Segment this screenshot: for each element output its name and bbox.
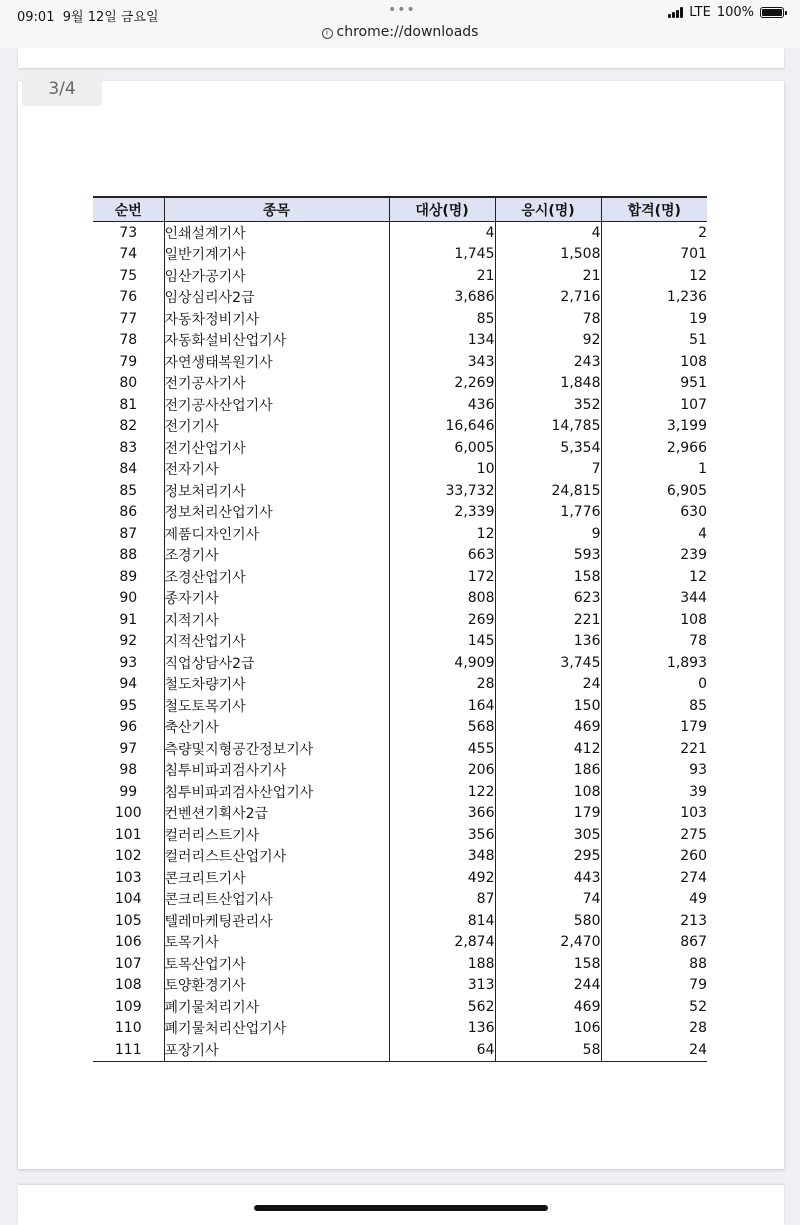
cell-target: 4 [389, 222, 495, 244]
table-row [93, 416, 707, 438]
cell-item: 전기산업기사 [164, 437, 389, 459]
cell-passed: 6,905 [601, 480, 707, 502]
signal-icon [668, 7, 683, 18]
cell-passed: 103 [601, 803, 707, 825]
cell-item: 콘크리트기사 [164, 867, 389, 889]
cell-target: 568 [389, 717, 495, 739]
cell-number: 78 [119, 332, 138, 349]
cell-target: 33,732 [389, 480, 495, 502]
table-header-row [93, 197, 707, 222]
cell-target: 28 [389, 674, 495, 696]
cell-item: 철도차량기사 [164, 674, 389, 696]
cell-target: 87 [389, 889, 495, 911]
cell-applied: 580 [495, 910, 601, 932]
cell-applied: 14,785 [495, 416, 601, 438]
cell-number: 95 [119, 697, 138, 714]
cell-item: 전자기사 [164, 459, 389, 481]
cell-number: 101 [114, 826, 142, 843]
cell-target: 172 [389, 566, 495, 588]
cell-target: 10 [389, 459, 495, 481]
table-row [93, 846, 707, 868]
cell-number: 94 [119, 676, 138, 693]
cell-applied: 179 [495, 803, 601, 825]
status-date: 9월 12일 금요일 [62, 10, 159, 25]
cell-number: 96 [119, 719, 138, 736]
cell-passed: 274 [601, 867, 707, 889]
cell-target: 12 [389, 523, 495, 545]
cell-number: 90 [119, 590, 138, 607]
cell-number: 83 [119, 439, 138, 456]
cell-item: 전기기사 [164, 416, 389, 438]
cell-applied: 150 [495, 695, 601, 717]
info-icon[interactable]: i [322, 28, 333, 39]
table-row [93, 1018, 707, 1040]
cell-applied: 352 [495, 394, 601, 416]
cell-item: 자연생태복원기사 [164, 351, 389, 373]
table-row [93, 394, 707, 416]
cell-target: 136 [389, 1018, 495, 1040]
table-row [93, 588, 707, 610]
cell-number: 73 [119, 224, 138, 241]
cell-passed: 108 [601, 609, 707, 631]
cell-target: 6,005 [389, 437, 495, 459]
table-row [93, 824, 707, 846]
cell-item: 전기공사산업기사 [164, 394, 389, 416]
cell-item: 컬러리스트기사 [164, 824, 389, 846]
cell-applied: 244 [495, 975, 601, 997]
cell-item: 토양환경기사 [164, 975, 389, 997]
table-row [93, 330, 707, 352]
cell-item: 컨벤션기획사2급 [164, 803, 389, 825]
cell-item: 조경기사 [164, 545, 389, 567]
header-passed: 합격(명) [601, 197, 707, 222]
cell-passed: 12 [601, 566, 707, 588]
cell-applied: 158 [495, 953, 601, 975]
table-row [93, 867, 707, 889]
cell-target: 814 [389, 910, 495, 932]
cell-item: 토목산업기사 [164, 953, 389, 975]
home-indicator[interactable] [254, 1205, 548, 1211]
cell-number: 108 [114, 977, 142, 994]
cell-passed: 39 [601, 781, 707, 803]
cell-applied: 623 [495, 588, 601, 610]
cell-applied: 186 [495, 760, 601, 782]
three-dots-icon[interactable]: ••• [388, 2, 416, 18]
table-row [93, 760, 707, 782]
cell-applied: 3,745 [495, 652, 601, 674]
cell-item: 폐기물처리기사 [164, 996, 389, 1018]
cell-item: 폐기물처리산업기사 [164, 1018, 389, 1040]
cell-item: 축산기사 [164, 717, 389, 739]
cell-item: 토목기사 [164, 932, 389, 954]
cell-number: 104 [114, 891, 142, 908]
cell-passed: 107 [601, 394, 707, 416]
table-row [93, 738, 707, 760]
cell-target: 21 [389, 265, 495, 287]
cell-number: 99 [119, 783, 138, 800]
cell-passed: 630 [601, 502, 707, 524]
cell-passed: 12 [601, 265, 707, 287]
table-row [93, 287, 707, 309]
cell-number: 93 [119, 654, 138, 671]
cell-applied: 108 [495, 781, 601, 803]
cell-target: 366 [389, 803, 495, 825]
cell-number: 103 [114, 869, 142, 886]
cell-passed: 179 [601, 717, 707, 739]
cell-applied: 469 [495, 996, 601, 1018]
table-row [93, 781, 707, 803]
cell-target: 269 [389, 609, 495, 631]
cell-applied: 74 [495, 889, 601, 911]
header-target: 대상(명) [389, 197, 495, 222]
network-label: LTE [689, 5, 711, 20]
table-row [93, 889, 707, 911]
cell-passed: 28 [601, 1018, 707, 1040]
cell-applied: 412 [495, 738, 601, 760]
cell-applied: 78 [495, 308, 601, 330]
cell-applied: 2,470 [495, 932, 601, 954]
cell-passed: 275 [601, 824, 707, 846]
cell-target: 1,745 [389, 244, 495, 266]
cell-applied: 24,815 [495, 480, 601, 502]
cell-passed: 49 [601, 889, 707, 911]
cell-passed: 701 [601, 244, 707, 266]
cell-passed: 260 [601, 846, 707, 868]
cell-item: 지적산업기사 [164, 631, 389, 653]
table-row [93, 609, 707, 631]
cell-item: 침투비파괴검사산업기사 [164, 781, 389, 803]
cell-passed: 1,236 [601, 287, 707, 309]
table-row [93, 459, 707, 481]
cell-item: 종자기사 [164, 588, 389, 610]
cell-applied: 305 [495, 824, 601, 846]
cell-target: 64 [389, 1039, 495, 1061]
cell-passed: 1 [601, 459, 707, 481]
header-item: 종목 [164, 197, 389, 222]
cell-item: 정보처리산업기사 [164, 502, 389, 524]
cell-target: 188 [389, 953, 495, 975]
cell-item: 텔레마케팅관리사 [164, 910, 389, 932]
cell-applied: 9 [495, 523, 601, 545]
cell-number: 91 [119, 611, 138, 628]
cell-applied: 243 [495, 351, 601, 373]
address-bar[interactable] [0, 24, 800, 40]
cell-item: 인쇄설계기사 [164, 222, 389, 244]
cell-passed: 85 [601, 695, 707, 717]
cell-number: 110 [114, 1020, 142, 1037]
table-row [93, 631, 707, 653]
status-time: 09:01 9월 12일 금요일 [17, 10, 159, 25]
cell-target: 2,339 [389, 502, 495, 524]
table-row [93, 523, 707, 545]
cell-passed: 79 [601, 975, 707, 997]
cell-applied: 1,508 [495, 244, 601, 266]
cell-target: 145 [389, 631, 495, 653]
cell-applied: 158 [495, 566, 601, 588]
cell-number: 76 [119, 289, 138, 306]
cell-number: 92 [119, 633, 138, 650]
cell-item: 자동화설비산업기사 [164, 330, 389, 352]
table-row [93, 975, 707, 997]
cell-passed: 52 [601, 996, 707, 1018]
cell-applied: 2,716 [495, 287, 601, 309]
table-row [93, 437, 707, 459]
cell-number: 107 [114, 955, 142, 972]
cell-target: 348 [389, 846, 495, 868]
table-row [93, 480, 707, 502]
cell-applied: 136 [495, 631, 601, 653]
cell-passed: 108 [601, 351, 707, 373]
table-row [93, 652, 707, 674]
cell-target: 164 [389, 695, 495, 717]
cell-applied: 24 [495, 674, 601, 696]
header-number: 순번 [93, 197, 164, 222]
cell-passed: 88 [601, 953, 707, 975]
cell-number: 111 [114, 1041, 142, 1058]
cell-applied: 1,848 [495, 373, 601, 395]
cell-passed: 2 [601, 222, 707, 244]
previous-page [18, 48, 784, 68]
cell-applied: 221 [495, 609, 601, 631]
cell-target: 313 [389, 975, 495, 997]
cell-passed: 4 [601, 523, 707, 545]
cell-number: 80 [119, 375, 138, 392]
cell-passed: 93 [601, 760, 707, 782]
cell-item: 일반기계기사 [164, 244, 389, 266]
cell-target: 562 [389, 996, 495, 1018]
table-row [93, 803, 707, 825]
cell-target: 808 [389, 588, 495, 610]
cell-number: 106 [114, 934, 142, 951]
cell-passed: 78 [601, 631, 707, 653]
header-applied: 응시(명) [495, 197, 601, 222]
cell-target: 134 [389, 330, 495, 352]
cell-item: 컬러리스트산업기사 [164, 846, 389, 868]
cell-number: 82 [119, 418, 138, 435]
cell-applied: 295 [495, 846, 601, 868]
cell-item: 전기공사기사 [164, 373, 389, 395]
cell-target: 663 [389, 545, 495, 567]
status-bar [0, 0, 800, 48]
cell-item: 임산가공기사 [164, 265, 389, 287]
cell-item: 콘크리트산업기사 [164, 889, 389, 911]
cell-item: 정보처리기사 [164, 480, 389, 502]
cell-number: 79 [119, 353, 138, 370]
table-body [93, 222, 707, 1062]
cell-number: 85 [119, 482, 138, 499]
url-text: chrome://downloads [336, 24, 479, 40]
cell-item: 측량및지형공간정보기사 [164, 738, 389, 760]
cell-applied: 106 [495, 1018, 601, 1040]
cell-target: 16,646 [389, 416, 495, 438]
cell-passed: 2,966 [601, 437, 707, 459]
cell-passed: 0 [601, 674, 707, 696]
table-row [93, 996, 707, 1018]
cell-number: 105 [114, 912, 142, 929]
cell-number: 89 [119, 568, 138, 585]
cell-applied: 58 [495, 1039, 601, 1061]
cell-item: 제품디자인기사 [164, 523, 389, 545]
cell-number: 74 [119, 246, 138, 263]
cell-number: 109 [114, 998, 142, 1015]
cell-passed: 24 [601, 1039, 707, 1061]
cell-applied: 1,776 [495, 502, 601, 524]
cell-number: 81 [119, 396, 138, 413]
results-table [93, 196, 707, 1062]
cell-target: 492 [389, 867, 495, 889]
cell-target: 2,269 [389, 373, 495, 395]
cell-target: 206 [389, 760, 495, 782]
cell-applied: 5,354 [495, 437, 601, 459]
cell-target: 343 [389, 351, 495, 373]
cell-passed: 867 [601, 932, 707, 954]
cell-item: 자동차정비기사 [164, 308, 389, 330]
cell-passed: 1,893 [601, 652, 707, 674]
cell-target: 85 [389, 308, 495, 330]
cell-target: 2,874 [389, 932, 495, 954]
cell-target: 436 [389, 394, 495, 416]
cell-number: 88 [119, 547, 138, 564]
cell-number: 84 [119, 461, 138, 478]
table-row [93, 1039, 707, 1061]
cell-passed: 19 [601, 308, 707, 330]
cell-applied: 443 [495, 867, 601, 889]
cell-target: 122 [389, 781, 495, 803]
cell-passed: 221 [601, 738, 707, 760]
table-row [93, 545, 707, 567]
table-row [93, 351, 707, 373]
cell-passed: 239 [601, 545, 707, 567]
cell-applied: 92 [495, 330, 601, 352]
cell-item: 조경산업기사 [164, 566, 389, 588]
table-row [93, 932, 707, 954]
page-indicator: 3/4 [22, 72, 102, 106]
cell-applied: 4 [495, 222, 601, 244]
cell-target: 3,686 [389, 287, 495, 309]
cell-number: 75 [119, 267, 138, 284]
cell-number: 100 [114, 805, 142, 822]
cell-number: 97 [119, 740, 138, 757]
table-row [93, 674, 707, 696]
table-row [93, 953, 707, 975]
table-row [93, 566, 707, 588]
cell-item: 포장기사 [164, 1039, 389, 1061]
cell-item: 철도토목기사 [164, 695, 389, 717]
cell-applied: 7 [495, 459, 601, 481]
cell-item: 침투비파괴검사기사 [164, 760, 389, 782]
battery-icon [760, 7, 784, 18]
battery-percent: 100% [716, 5, 754, 20]
cell-applied: 21 [495, 265, 601, 287]
cell-number: 77 [119, 310, 138, 327]
cell-target: 4,909 [389, 652, 495, 674]
cell-target: 356 [389, 824, 495, 846]
cell-passed: 951 [601, 373, 707, 395]
cell-passed: 213 [601, 910, 707, 932]
cell-passed: 3,199 [601, 416, 707, 438]
cell-item: 지적기사 [164, 609, 389, 631]
table-row [93, 502, 707, 524]
cell-number: 102 [114, 848, 142, 865]
cell-item: 임상심리사2급 [164, 287, 389, 309]
cell-applied: 469 [495, 717, 601, 739]
table-row [93, 373, 707, 395]
table-row [93, 222, 707, 244]
cell-number: 87 [119, 525, 138, 542]
table-row [93, 695, 707, 717]
table-row [93, 308, 707, 330]
cell-applied: 593 [495, 545, 601, 567]
status-indicators [668, 5, 784, 20]
table-row [93, 244, 707, 266]
table-row [93, 717, 707, 739]
cell-passed: 344 [601, 588, 707, 610]
cell-target: 455 [389, 738, 495, 760]
cell-number: 98 [119, 762, 138, 779]
cell-item: 직업상담사2급 [164, 652, 389, 674]
cell-passed: 51 [601, 330, 707, 352]
table-row [93, 910, 707, 932]
table-row [93, 265, 707, 287]
cell-number: 86 [119, 504, 138, 521]
